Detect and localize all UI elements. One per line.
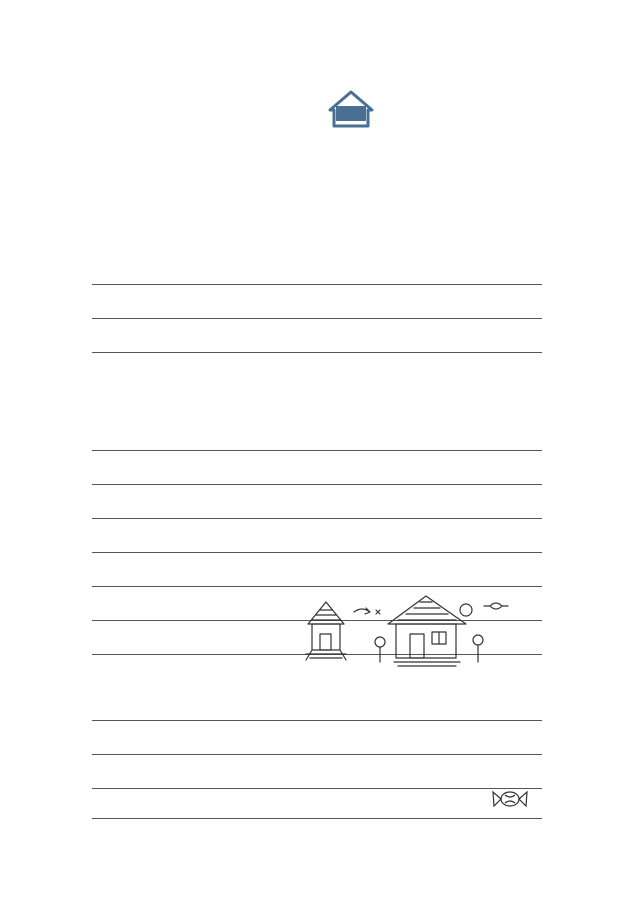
answer-rule bbox=[92, 352, 542, 353]
house-renovation-doodle bbox=[298, 590, 518, 680]
answer-rule bbox=[92, 518, 542, 519]
answer-rule bbox=[92, 318, 542, 319]
company-logo-icon bbox=[326, 88, 376, 138]
candy-doodle-icon bbox=[490, 786, 530, 812]
answer-rule bbox=[92, 818, 542, 819]
answer-rule bbox=[92, 484, 542, 485]
answer-rule bbox=[92, 720, 542, 721]
answer-rule bbox=[92, 754, 542, 755]
answer-rule bbox=[92, 552, 542, 553]
answer-rule bbox=[92, 450, 542, 451]
answer-rule bbox=[92, 284, 542, 285]
answer-rule bbox=[92, 586, 542, 587]
answer-rule bbox=[92, 788, 542, 789]
